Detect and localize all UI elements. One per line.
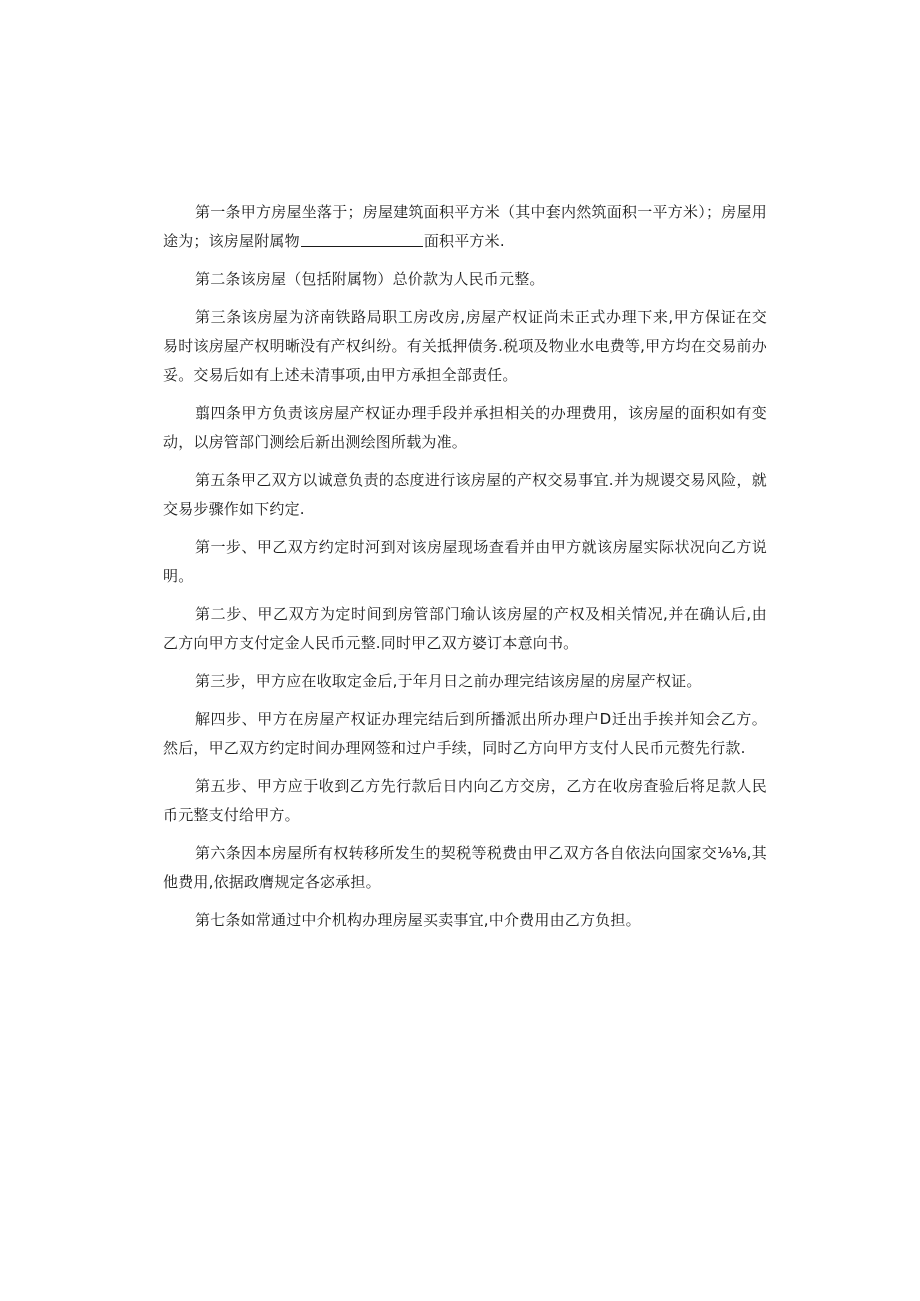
step-3: 第三步，甲方应在收取定金后,于年月日之前办理完结该房屋的房屋产权证。 (195, 672, 702, 690)
clause-1 (163, 198, 767, 256)
clause-5: 第五条甲乙双方以诚意负责的态度进行该房屋的产权交易事宜.并为规谡交易风险，就交易步骤作如下约定. (163, 471, 767, 518)
step-1: 第一步、甲乙双方约定时河到对该房屋现场查看并由甲方就该房屋实际状况向乙方说明。 (163, 538, 767, 585)
clause-4: 翦四条甲方负责该房屋产权证办理手段并承担相关的办理费用，该房屋的面积如有变动，以房管部门测绘后新出测绘图所载为准。 (163, 404, 767, 451)
step-5: 第五步、甲方应于收到乙方先行款后日内向乙方交房，乙方在收房査验后将足款人民币元整支付给甲方。 (163, 777, 767, 824)
clause-3: 第三条该房屋为济南铁路局职工房改房,房屋产权证尚未正式办理下来,甲方保证在交易时该房屋产权明晰没有产权纠纷。有关抵押债务.税项及物业水电费等,甲方均在交易前办妥。交易后如有上述未清事项,由甲方承担全部责任。 (163, 308, 767, 384)
step-2: 第二步、甲乙双方为定时间到房管部门瑜认该房屋的产权及相关情况,并在确认后,由乙方向甲方支付定金人民币元整.同时甲乙双方婆订本意向书。 (163, 605, 767, 652)
clause-1-text-end: 面积平方米. (423, 232, 505, 250)
step-4: 解四步、甲方在房屋产权证办理完结后到所播派出所办理户D迁出手挨并知会乙方。然后，甲乙双方约定时间办理网签和过户手续，同时乙方向甲方支付人民币元赘先行款. (163, 710, 767, 757)
contract-body (163, 198, 767, 944)
clause-6: 第六条因本房屋所有权转移所发生的契税等税费由甲乙双方各自依法向国家交⅛⅛,其他费用,依据政膺规定各宓承担。 (163, 844, 767, 891)
clause-1-text: 第一条甲方房屋坐落于；房屋建筑面积平方米（其中套内然筑面积一平方米）；房屋用途为；该房屋附属物 (163, 203, 767, 250)
fill-in-blank (301, 232, 423, 247)
clause-7: 第七条如常通过中介机构办理房屋买卖事宜,中介费用由乙方负担。 (195, 911, 641, 929)
clause-2: 第二条该房屋（包括附属物）总价款为人民币元整。 (195, 270, 545, 288)
